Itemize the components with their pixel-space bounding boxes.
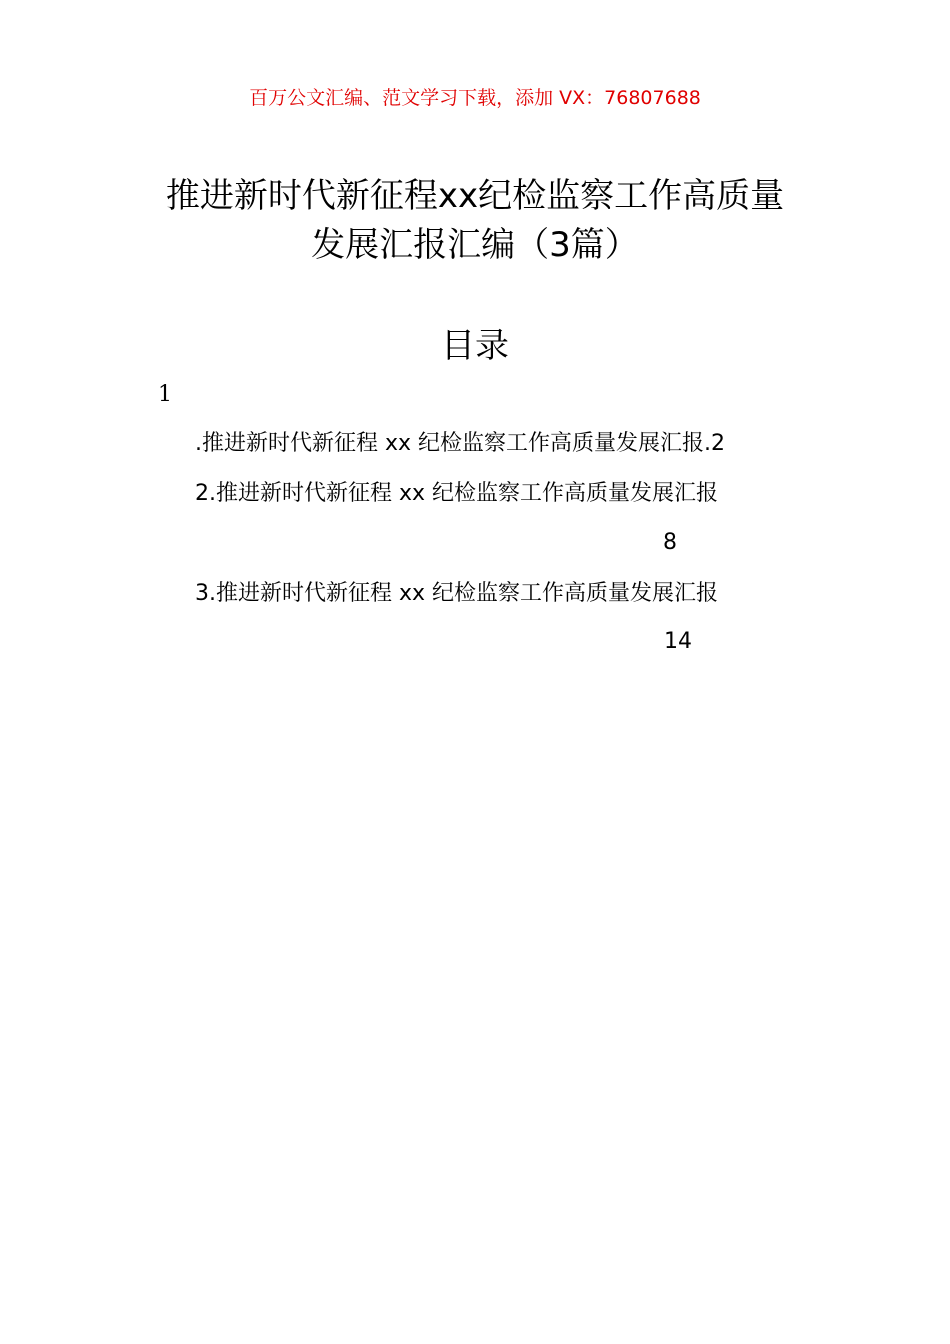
toc-entry-2[interactable]: 2.推进新时代新征程 xx 纪检监察工作高质量发展汇报	[195, 481, 719, 506]
toc-entry-3-page: 14	[664, 629, 692, 654]
header-notice: 百万公文汇编、范文学习下载，添加 VX：76807688	[249, 87, 701, 109]
toc-entry-2-page: 8	[663, 530, 677, 555]
toc-entry-1-number: 1	[158, 382, 172, 407]
document-title-line-1: 推进新时代新征程xx纪检监察工作高质量	[165, 176, 785, 216]
toc-entry-1[interactable]: .推进新时代新征程 xx 纪检监察工作高质量发展汇报.2	[195, 431, 726, 456]
document-title	[110, 172, 840, 270]
toc-heading: 目录	[441, 326, 509, 366]
toc-entry-3[interactable]: 3.推进新时代新征程 xx 纪检监察工作高质量发展汇报	[195, 581, 719, 606]
document-title-line-2: 发展汇报汇编（3篇）	[311, 225, 639, 265]
